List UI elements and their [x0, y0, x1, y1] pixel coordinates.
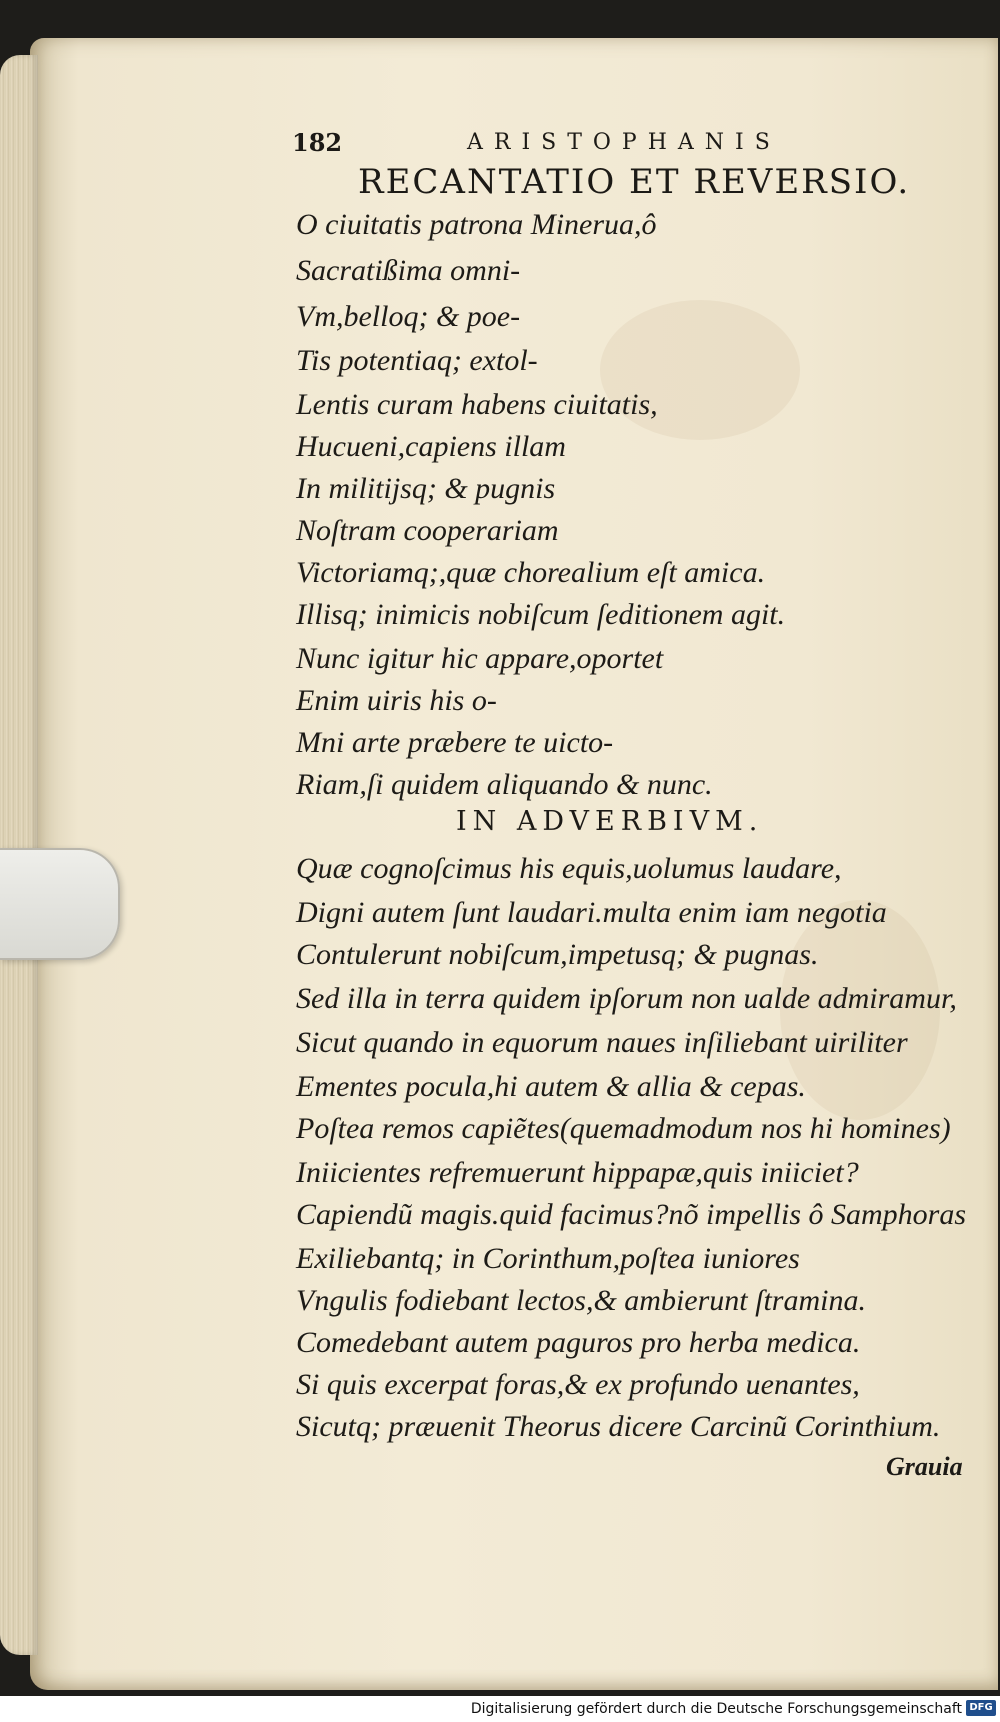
verse-line: Riam,ſi quidem aliquando & nunc.	[296, 768, 713, 801]
verse-line: Illisq; inimicis nobiſcum ſeditionem agit.	[296, 598, 786, 631]
verse-line: O ciuitatis patrona Minerua,ô	[296, 208, 657, 241]
verse-line: Sicutq; præuenit Theorus dicere Carcinũ Corinthium.	[296, 1410, 941, 1443]
running-head-title: ARISTOPHANIS	[467, 130, 781, 155]
verse-line: Vm,belloq; & poe-	[296, 300, 521, 333]
verse-line: Poſtea remos capiẽtes(quemadmodum nos hi homines)	[296, 1112, 951, 1145]
verse-line: Quæ cognoſcimus his equis,uolumus laudare,	[296, 852, 842, 885]
section-title-adverbium: IN ADVERBIVM.	[456, 806, 764, 837]
verse-line: Digni autem ſunt laudari.multa enim iam negotia	[296, 896, 887, 929]
verse-line: Sicut quando in equorum naues inſiliebant uiriliter	[296, 1026, 908, 1059]
verse-line: Victoriamq;,quæ chorealium eſt amica.	[296, 556, 766, 589]
footer-credit: Digitalisierung gefördert durch die Deutsche Forschungsgemeinschaft	[470, 1701, 962, 1717]
verse-line: Ementes pocula,hi autem & allia & cepas.	[296, 1070, 806, 1103]
verse-line: Comedebant autem paguros pro herba medica.	[296, 1326, 861, 1359]
dfg-logo-icon: DFG	[966, 1700, 996, 1716]
verse-line: Sacratißima omni-	[296, 254, 521, 287]
verse-line: Tis potentiaq; extol-	[296, 344, 538, 377]
section-title: RECANTATIO ET REVERSIO.	[358, 162, 911, 202]
verse-line: Nunc igitur hic appare,oportet	[296, 642, 664, 675]
verse-line: Vngulis fodiebant lectos,& ambierunt ſtramina.	[296, 1284, 866, 1317]
verse-line: Enim uiris his o-	[296, 684, 497, 717]
verse-line: Lentis curam habens ciuitatis,	[296, 388, 658, 421]
verse-line: Contulerunt nobiſcum,impetusq; & pugnas.	[296, 938, 819, 971]
bookmark-clip	[0, 848, 120, 960]
verse-line: Si quis excerpat foras,& ex profundo uenantes,	[296, 1368, 860, 1401]
verse-line: Exiliebantq; in Corinthum,poſtea iuniores	[296, 1242, 800, 1275]
running-head	[292, 128, 952, 158]
verse-line: Capiendũ magis.quid facimus?nõ impellis ô Samphoras	[296, 1198, 967, 1231]
catchword: Grauia	[886, 1452, 963, 1481]
verse-line: In militijsq; & pugnis	[296, 472, 556, 505]
verse-line: Sed illa in terra quidem ipſorum non ualde admiramur,	[296, 982, 957, 1015]
verse-line: Mni arte præbere te uicto-	[296, 726, 614, 759]
digitization-footer	[0, 1696, 1000, 1722]
verse-line: Iniicientes refremuerunt hippapæ,quis iniiciet?	[296, 1156, 859, 1189]
verse-line: Noſtram cooperariam	[296, 514, 559, 547]
page-number: 182	[292, 128, 343, 157]
verse-line: Hucueni,capiens illam	[296, 430, 566, 463]
